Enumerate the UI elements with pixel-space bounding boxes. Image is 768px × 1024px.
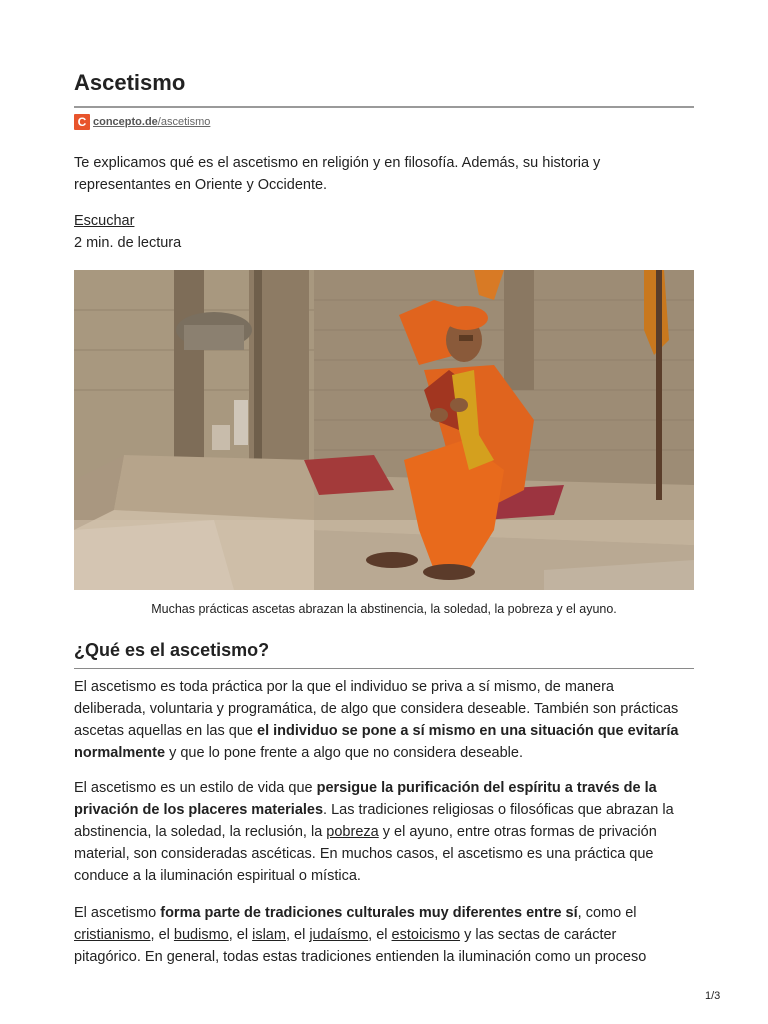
paragraph-3-text-6: , el — [368, 927, 392, 943]
reading-time: 2 min. de lectura — [74, 235, 182, 251]
listen-link[interactable]: Escuchar — [74, 213, 135, 229]
paragraph-3-text-end: y las sectas de carácter pitagórico. En general, todas estas tradiciones entienden la iluminación como un proceso — [74, 927, 647, 965]
page-title: Ascetismo — [74, 70, 186, 95]
paragraph-2-emphasis: persigue la purificación del espíritu a través de la privación de los placeres materiales — [74, 780, 657, 818]
paragraph-1-emphasis: el individuo se pone a sí mismo en una situación que evitaría normalmente — [74, 723, 679, 761]
page-number: 1/3 — [705, 990, 721, 1002]
image-caption: Muchas prácticas ascetas abrazan la abstinencia, la soledad, la pobreza y el ayuno. — [151, 602, 617, 616]
link-cristianismo[interactable]: cristianismo — [74, 927, 151, 943]
paragraph-1-text-end: y que lo pone frente a algo que no considera deseable. — [165, 745, 523, 761]
paragraph-3-text-5: , el — [285, 927, 310, 943]
paragraph-2-text-end: y el ayuno, entre otras formas de privación material, son consideradas ascéticas. En muchos casos, el ascetismo es una práctica que conduce a la iluminación espiritual o mística. — [74, 824, 657, 884]
hero-image — [74, 270, 694, 590]
paragraph-1-text: El ascetismo es toda práctica por la que el individuo se priva a sí mismo, de manera deliberada, voluntaria y programática, de algo que considera deseable. También son prácticas ascetas aquellas en las que — [74, 679, 679, 739]
ascetic-photo — [74, 270, 694, 590]
source-domain: concepto.de — [93, 116, 158, 128]
paragraph-2-text: El ascetismo es un estilo de vida que — [74, 780, 317, 796]
link-islam[interactable]: islam — [252, 927, 286, 943]
link-judaismo[interactable]: judaísmo — [309, 927, 369, 943]
paragraph-2-text-mid: . Las tradiciones religiosas o filosóficas que abrazan la abstinencia, la soledad, la reclusión, la — [74, 802, 674, 840]
link-estoicismo[interactable]: estoicismo — [391, 927, 461, 943]
paragraph-3-emphasis: forma parte de tradiciones culturales muy diferentes entre sí — [160, 905, 578, 921]
source-line — [74, 113, 210, 131]
paragraph-3-text-3: , el — [150, 927, 174, 943]
paragraph-3-text: El ascetismo — [74, 905, 161, 921]
paragraph-3-text-4: , el — [228, 927, 253, 943]
lead-paragraph: Te explicamos qué es el ascetismo en religión y en filosofía. Además, su historia y representantes en Oriente y Occidente. — [74, 155, 601, 193]
paragraph-3 — [74, 902, 686, 968]
paragraph-1 — [74, 676, 686, 764]
source-path: /ascetismo — [157, 116, 211, 128]
source-link[interactable] — [93, 116, 210, 128]
concepto-logo-icon: C — [74, 114, 90, 130]
section-divider — [74, 668, 694, 669]
section-heading: ¿Qué es el ascetismo? — [74, 640, 270, 660]
paragraph-2 — [74, 777, 686, 887]
listen-block — [74, 210, 181, 254]
link-budismo[interactable]: budismo — [173, 927, 229, 943]
title-divider — [74, 106, 694, 108]
paragraph-3-text-2: , como el — [577, 905, 637, 921]
link-pobreza[interactable]: pobreza — [326, 824, 379, 840]
